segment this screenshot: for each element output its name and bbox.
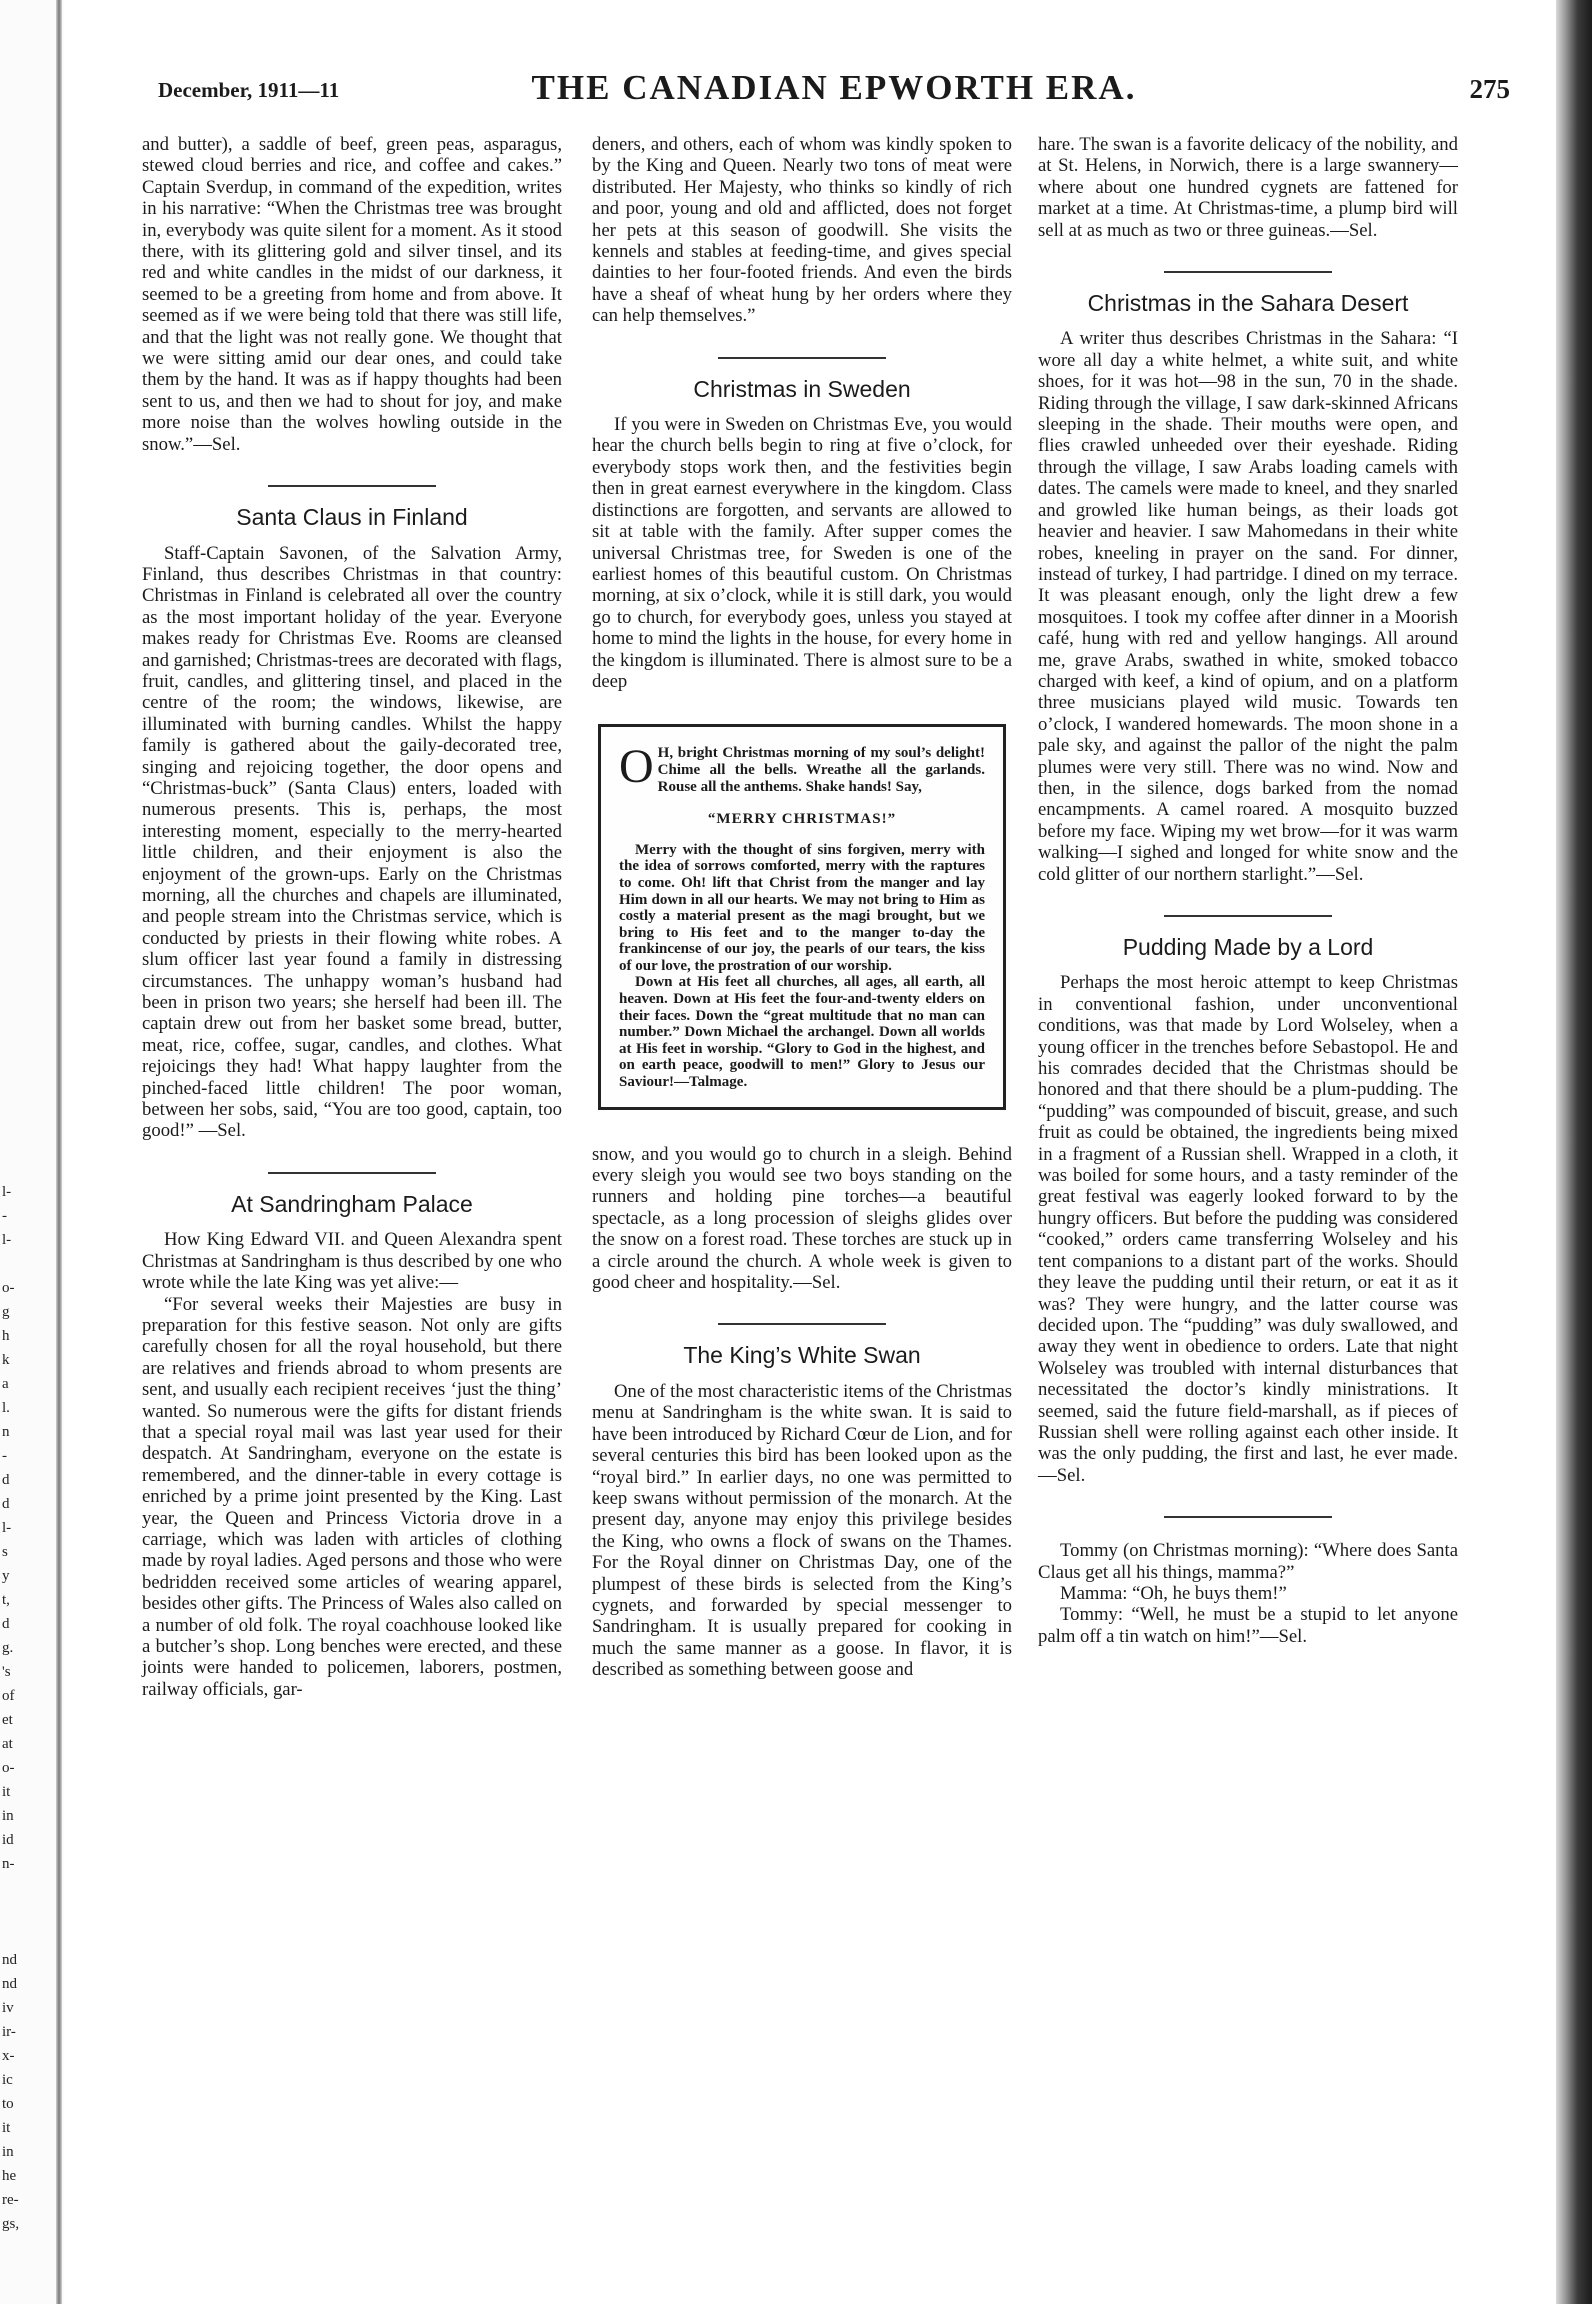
margin-fragment: ic [2,2072,13,2088]
margin-fragment: g [2,1304,10,1320]
section-divider [718,357,886,359]
section-divider [718,1323,886,1325]
adjacent-page-strip [0,0,64,2304]
margin-fragment: o- [2,1280,15,1296]
article-paragraph: “For several weeks their Majesties are busy in preparation for this festive season. Not only are gifts carefully chosen for all the royal household, but there are relatives and friends abroad to whom presents are sent, and usually each recipient receives ‘just the thing’ wanted. So numerous were the gifts for distant friends that a special royal mail was last year used for their despatch. At Sandringham, everyone on the estate is remembered, and the dinner-table in every cottage is enriched by a prime joint presented by the King. Last year, the Queen and Princess Victoria drove in a carriage, which was laden with articles of clothing made by royal ladies. Aged persons and those who were bedridden received some articles of wearing apparel, besides other gifts. The Princess of Wales also called on a number of old folk. The royal coachhouse looked like a butcher’s shop. Long benches were erected, and these joints were handed to policemen, laborers, postmen, railway officials, gar- [142,1293,562,1700]
margin-fragment: nd [2,1952,17,1968]
article-heading: Christmas in Sweden [693,375,911,402]
margin-fragment [2,1876,50,1900]
page-number: 275 [1469,74,1510,104]
margin-fragment: in [2,2144,14,2160]
margin-fragment [2,1900,50,1924]
margin-fragment: l- [2,1232,12,1248]
margin-fragment [2,1924,50,1948]
section-divider [1164,271,1332,273]
margin-fragment: l- [2,1184,12,1200]
margin-fragment: d [2,1496,10,1512]
article-paragraph: Perhaps the most heroic attempt to keep Christmas in conventional fashion, under unconventional conditions, was that made by Lord Wolseley, when a young officer in the trenches before Sebastopol. He and his comrades decided that the Christmas should be honored and that there should be a plum-pudding. The “pudding” was compounded of biscuit, grease, and such fruit as could be obtained, the ingredients being mixed in a fragment of a Russian shell. Wrapped in a cloth, it was boiled for some hours, and a tasty reminder of the great festival was eagerly looked forward to by the hungry officers. But before the pudding was considered “cooked,” orders came transferring Wolseley and his tent companions to a distant part of the works. Should they leave the pudding until their return, or eat it as it was? They were hungry, and the latter course was decided upon. The “pudding” was duly swallowed, and away they went in obedience to orders. Late that night Wolseley was troubled with internal disturbances that necessitated the doctor’s kindly ministrations. It seemed, said the future field-marshall, as if pieces of Russian shell were rolling against each other inside. It was the only pudding, the first and last, he ever made.—Sel. [1038,972,1458,1486]
margin-fragment: l. [2,1400,10,1416]
section-divider [268,1172,436,1174]
article-heading: At Sandringham Palace [231,1190,473,1217]
section-divider [268,485,436,487]
article-heading: Pudding Made by a Lord [1122,934,1374,960]
section-divider [1164,1516,1332,1518]
page-edge-shadow [1556,0,1592,2304]
margin-fragment: s [2,1544,8,1560]
margin-fragment: a [2,1376,9,1392]
article-heading: Santa Claus in Finland [236,504,468,531]
article-paragraph: If you were in Sweden on Christmas Eve, you would hear the church bells begin to ring at five o’clock, for everybody stops work then, and the festivities begin then in great earnest everywhere in the kingdom. Class distinctions are forgotten, and servants are allowed to sit at table with the family. After supper comes the universal Christmas tree, for Sweden is one of the earliest homes of this beautiful custom. On Christmas morning, at six o’clock, while it is still dark, you would go to church, for everybody goes, unless you stayed at home to mind the lights in the house, for every home in the kingdom is illuminated. There is almost sure to be a deep [592,414,1012,692]
article-paragraph: A writer thus describes Christmas in the Sahara: “I wore all day a white helmet, a white suit, and white shoes, for it was hot—98 in the sun, 70 in the shade. Riding through the village, I saw dark-skinned Africans sleeping in the shade. Their mouths were open, and flies crawled unheeded over their eyeshade. Riding through the village, I saw Arabs loading camels with dates. The camels were made to kneel, and they snarled and growled like human beings, as their loads got heavier and heavier. I saw Mahomedans in their white robes, kneeling in prayer on the sand. For dinner, instead of turkey, I had partridge. I dined on my terrace. It was pleasant enough, only the light drew a few mosquitoes. I took my coffee after dinner in a Moorish café, hung with red and yellow hangings. All around me, grave Arabs, swathed in white, smoked tobacco charged with keef, a kind of opium, and on a platform three musicians played wild music. Towards ten o’clock, I wandered homewards. The moon shone in a pale sky, and against the pallor of the night the palm plumes were very still. There was no wind. Now and then, in the silence, dogs barked from the nomad encampments. A camel roared. A mosquito buzzed before my face. Wiping my wet brow—for it was warm walking—I sighed and longed for white snow and the cold glitter of our northern starlight.”—Sel. [1038,328,1458,885]
margin-fragment: - [2,1448,7,1464]
margin-fragment: nd [2,1976,17,1992]
margin-fragment: d [2,1616,10,1632]
margin-fragment: in [2,1808,14,1824]
quote-intro: H, bright Christmas morning of my soul’s delight! Chime all the bells. Wreathe all the garlands. Rouse all the anthems. Shake hands! Say, [657,745,985,795]
publication-title: THE CANADIAN EPWORTH ERA. [531,68,1137,107]
column-3 [1038,134,1458,1647]
margin-fragment: n [2,1424,10,1440]
column-1 [142,134,562,1700]
margin-fragment: l- [2,1520,12,1536]
margin-fragment: o- [2,1760,15,1776]
boxed-quotation [598,724,1006,1109]
page-header [158,68,1510,114]
section-divider [1164,915,1332,917]
article-heading: The King’s White Swan [683,1342,921,1369]
quote-heading: “MERRY CHRISTMAS!” [707,811,897,828]
article-paragraph: Staff-Captain Savonen, of the Salvation Army, Finland, thus describes Christmas in that country: Christmas in Finland is celebrated all over the country as the most important holiday of the year. Everyone makes ready for Christmas Eve. Rooms are cleansed and garnished; Christmas-trees are decorated with flags, fruit, candles, and glittering tinsel, and placed in the centre of the room; the windows, likewise, are illuminated with burning candles. Whilst the happy family is gathered about the gaily-decorated tree, singing and rejoicing together, the door opens and “Christmas-buck” (Santa Claus) enters, loaded with numerous presents. This is, perhaps, the most interesting moment, especially to the merry-hearted little children, and their enjoyment is also the enjoyment of the grown-ups. Early on the Christmas morning, all the churches and chapels are illuminated, and people stream into the Christmas service, which is conducted by priests in their flowing white robes. A slum officer last year found a family in distressing circumstances. The unhappy woman’s husband had been in prison two years; she herself had been ill. The captain drew out from her basket some bread, butter, meat, rice, coffee, sugar, candles, and clothes. What rejoicings they had! What happy laughter from the pinched-faced little children! The poor woman, between her sobs, said, “You are too good, captain, too good!” —Sel. [142,542,562,1142]
margin-fragment: - [2,1208,7,1224]
margin-fragment: et [2,1712,13,1728]
magazine-page [64,0,1556,2304]
quote-paragraph: Merry with the thought of sins forgiven, merry with the idea of sorrows comforted, merry with the raptures to come. Oh! lift that Christ from the manger and lay Him down in all our hearts. We may not bring to Him as costly a material present as the magi brought, but we bring to His feet and to the manger to-day the frankincense of our joy, the pearls of our tears, the kiss of our love, the prostration of our worship. [619,841,985,974]
margin-fragment: y [2,1568,10,1584]
article-paragraph: and butter), a saddle of beef, green peas, asparagus, stewed cloud berries and rice, and coffee and cakes.” Captain Sverdup, in command of the expedition, writes in his narrative: “When the Christmas tree was brought in, everybody was quite silent for a moment. As it stood there, with its glittering gold and silver tinsel, and its red and white candles in the midst of our darkness, it seemed to be a greeting from home and from above. It seemed as if we were being told that there was still life, and that the light was not really gone. We thought that we were sitting amid our dear ones, and could take them by the hand. It was as if happy thoughts had been sent to us, and then we had to shout for joy, and make more noise than the wolves howling outside in the snow.”—Sel. [142,134,562,455]
margin-fragment [2,1252,50,1276]
article-paragraph: How King Edward VII. and Queen Alexandra spent Christmas at Sandringham is thus described by one who wrote while the late King was yet alive:— [142,1229,562,1294]
margin-fragment: t, [2,1592,10,1608]
binding-edge [56,0,62,2304]
margin-fragment: g. [2,1640,14,1656]
margin-fragment: 's [2,1664,11,1680]
article-paragraph: hare. The swan is a favorite delicacy of the nobility, and at St. Helens, in Norwich, there is a large swannery—where about one hundred cygnets are fattened for market at a time. At Christmas-time, a plump bird will sell at as much as two or three guineas.—Sel. [1038,134,1458,241]
margin-fragment: iv [2,2000,14,2016]
margin-fragment: of [2,1688,15,1704]
margin-fragment: it [2,1784,11,1800]
article-heading: Christmas in the Sahara Desert [1087,290,1409,317]
quote-paragraph: Down at His feet all churches, all ages, all earth, all heaven. Down at His feet the four-and-twenty elders on their faces. Down the “great multitude that no man can number.” Down Michael the archangel. Down all worlds at His feet in worship. “Glory to God in the highest, and on earth peace, goodwill to men!” Glory to Jesus our Saviour!—Talmage. [619,974,985,1091]
margin-fragment: at [2,1736,13,1752]
issue-date: December, 1911—11 [158,78,340,102]
margin-fragment: he [2,2168,17,2184]
anecdote-line: Tommy: “Well, he must be a stupid to let anyone palm off a tin watch on him!”—Sel. [1038,1604,1458,1647]
margin-fragment: gs, [2,2216,20,2232]
margin-fragment: id [2,1832,14,1848]
drop-cap: O [619,740,654,794]
anecdote-line: Mamma: “Oh, he buys them!” [1060,1582,1287,1604]
adjacent-page-fragments [2,1180,50,2236]
margin-fragment: d [2,1472,10,1488]
margin-fragment: x- [2,2048,15,2064]
anecdote-line: Tommy (on Christmas morning): “Where does Santa Claus get all his things, mamma?” [1038,1540,1458,1583]
margin-fragment: h [2,1328,10,1344]
margin-fragment: it [2,2120,11,2136]
margin-fragment: re- [2,2192,19,2208]
article-paragraph: One of the most characteristic items of the Christmas menu at Sandringham is the white swan. It is said to have been introduced by Richard Cœur de Lion, and for several centuries this bird has been looked upon as the “royal bird.” In earlier days, no one was permitted to keep swans without permission of the monarch. At the present day, anyone may enjoy this privilege besides the King, who owns a flock of swans on the Thames. For the Royal dinner on Christmas Day, one of the plumpest of these birds is selected from the King’s cygnets, and forwarded by special messenger to Sandringham. It is usually prepared for cooking in much the same manner as a goose. In flavor, it is described as something between goose and [592,1380,1012,1681]
article-paragraph: snow, and you would go to church in a sleigh. Behind every sleigh you would see two boys standing on the runners and holding pine torches—a beautiful spectacle, as a long procession of sleighs glides over the snow on a forest road. These torches are stuck up in a circle around the church. A whole week is given to good cheer and hospitality.—Sel. [592,1143,1012,1294]
margin-fragment: k [2,1352,10,1368]
margin-fragment: to [2,2096,14,2112]
margin-fragment: ir- [2,2024,16,2040]
article-paragraph: deners, and others, each of whom was kindly spoken to by the King and Queen. Nearly two tons of meat were distributed. Her Majesty, who thinks so kindly of rich and poor, young and old and afflicted, does not forget her pets at this season of goodwill. She visits the kennels and stables at feeding-time, and gives special dainties to her four-footed friends. And even the birds have a sheaf of wheat hung by her orders where they can help themselves.” [592,134,1012,327]
column-2 [592,134,1012,1681]
margin-fragment: n- [2,1856,15,1872]
